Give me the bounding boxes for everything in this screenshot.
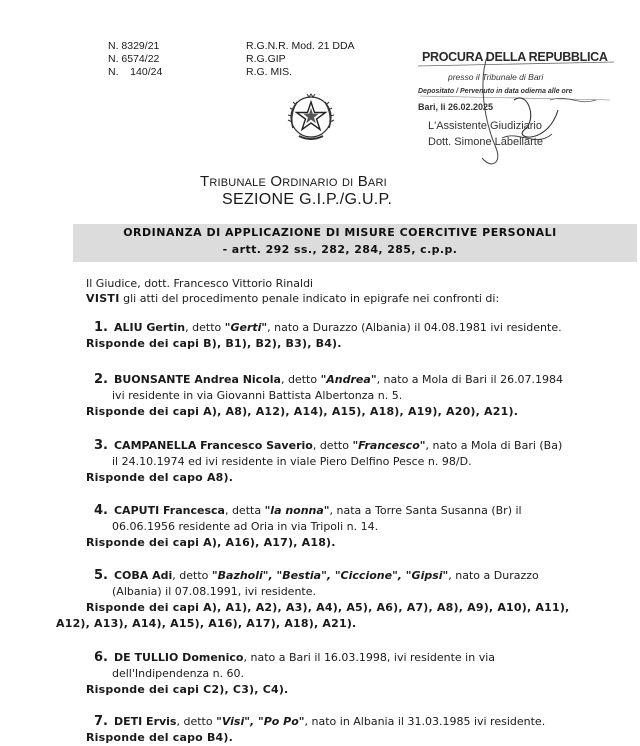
defendant-nickname: "Andrea" [320,373,377,386]
list-item: 2. BUONSANTE Andrea Nicola, detto "Andrea", nato a Mola di Bari il 26.07.1984 ivi residente in via Giovanni Battista Albertonza n. 5. Risponde dei capi A), A8), A12), A14), A15), A18), A19), A20), A21). [86,372,586,420]
defendant-charges: Risponde dei capi A), A8), A12), A14), A15), A18), A19), A20), A21). [86,405,519,418]
defendant-charges: Risponde del capo A8). [86,471,234,484]
defendant-name: BUONSANTE Andrea Nicola [113,373,281,386]
list-item: 6. DE TULLIO Domenico, nato a Bari il 16.03.1998, ivi residente in via dell'Indipendenza n. 60. Risponde dei capi C2), C3), C4). [86,650,586,698]
defendant-charges: Risponde del capo B4). [86,731,233,744]
list-item: 3. CAMPANELLA Francesco Saverio, detto "Francesco", nato a Mola di Bari (Ba) il 24.10.1974 ed ivi residente in viale Piero Delfino Pesce n. 98/D. Risponde del capo A8). [86,438,586,486]
item-number: 5. [94,568,108,583]
defendant-nickname: "Gerti" [224,321,268,334]
registry-mis: R.G. MIS. [246,66,293,78]
defendant-nickname: "Bazholi", "Bestia", "Ciccione", "Gipsi" [211,569,449,582]
court-name: Tribunale Ordinario di Bari [200,173,387,190]
court-section: SEZIONE G.I.P./G.U.P. [222,191,393,208]
defendant-nickname: "Visi", "Po Po" [216,715,305,728]
item-number: 6. [94,650,108,665]
list-item: 7. DETI Ervis, detto "Visi", "Po Po", nato in Albania il 31.03.1985 ivi residente. Risponde del capo B4). [86,714,586,746]
defendant-charges: Risponde dei capi A), A1), A2), A3), A4), A5), A6), A7), A8), A9), A10), A11), [86,601,570,614]
defendant-residence: (Albania) il 07.08.1991, ivi residente. [112,585,316,598]
defendant-nickname: "la nonna" [264,504,330,517]
defendant-residence: 06.06.1956 residente ad Oria in via Tripoli n. 14. [112,520,379,533]
registry-rgnr: R.G.N.R. Mod. 21 DDA [246,40,355,52]
stamp-location: presso il Tribunale di Bari [448,72,544,82]
registry-gip: R.G.GIP [246,53,286,65]
item-number: 3. [94,438,108,453]
defendant-charges: Risponde dei capi B), B1), B2), B3), B4). [86,337,342,350]
defendant-name: DETI Ervis [113,715,177,728]
defendant-residence: dell'Indipendenza n. 60. [112,667,245,680]
defendant-name: COBA Adi [113,569,173,582]
case-numbers [108,40,162,79]
list-item: 5. COBA Adi, detto "Bazholi", "Bestia", "Ciccione", "Gipsi", nato a Durazzo (Albania) il 07.08.1991, ivi residente. Risponde dei capi A), A1), A2), A3), A4), A5), A6), A7), A8), A9), A10), A11), A12), A13), A14), A15), A16), A17), A18), A21). [86,568,586,632]
stamp-signatory: Dott. Simone Labellarte [428,136,543,148]
republic-emblem-icon [283,88,339,144]
case-number-rgnr: N. 8329/21 [108,40,160,52]
order-articles: - artt. 292 ss., 282, 284, 285, c.p.p. [222,243,458,256]
item-number: 4. [94,503,108,518]
stamp-date: Bari, li 26.02.2025 [418,102,494,112]
defendant-name: CAMPANELLA Francesco Saverio [113,439,313,452]
defendant-charges: Risponde dei capi C2), C3), C4). [86,683,289,696]
defendant-charges-continued: A12), A13), A14), A15), A16), A17), A18), A21). [56,617,357,630]
defendant-nickname: "Francesco" [352,439,426,452]
item-number: 1. [94,320,108,335]
defendant-name: ALIU Gertin [113,321,186,334]
registry-labels [246,40,355,79]
defendant-name: DE TULLIO Domenico [113,651,244,664]
list-item: 1. ALIU Gertin, detto "Gerti", nato a Durazzo (Albania) il 04.08.1981 ivi residente. Risponde dei capi B), B1), B2), B3), B4). [86,320,586,352]
visti-text: gli atti del procedimento penale indicato in epigrafe nei confronti di: [119,292,500,305]
defendant-residence: ivi residente in via Giovanni Battista Albertonza n. 5. [112,389,403,402]
stamp-office: PROCURA DELLA REPUBBLICA [422,50,608,64]
stamp-assistant: L'Assistente Giudiziario [428,120,542,132]
item-number: 7. [94,714,108,729]
defendant-name: CAPUTI Francesca [113,504,225,517]
item-number: 2. [94,372,108,387]
judge-line: Il Giudice, dott. Francesco Vittorio Rinaldi [86,277,314,290]
case-number-mis: N. 140/24 [108,66,163,78]
visti-line [86,292,499,306]
visti-label: VISTI [86,292,120,305]
reception-stamp [418,50,614,168]
defendant-residence: il 24.10.1974 ed ivi residente in viale Piero Delfino Pesce n. 98/D. [112,455,472,468]
order-title: ORDINANZA DI APPLICAZIONE DI MISURE COERCITIVE PERSONALI [123,226,557,239]
stamp-deposit-note: Depositato / Pervenuto in data odierna alle ore [418,88,573,95]
list-item: 4. CAPUTI Francesca, detta "la nonna", nata a Torre Santa Susanna (Br) il 06.06.1956 residente ad Oria in via Tripoli n. 14. Risponde dei capi A), A16), A17), A18). [86,503,586,551]
defendant-charges: Risponde dei capi A), A16), A17), A18). [86,536,336,549]
case-number-gip: N. 6574/22 [108,53,160,65]
